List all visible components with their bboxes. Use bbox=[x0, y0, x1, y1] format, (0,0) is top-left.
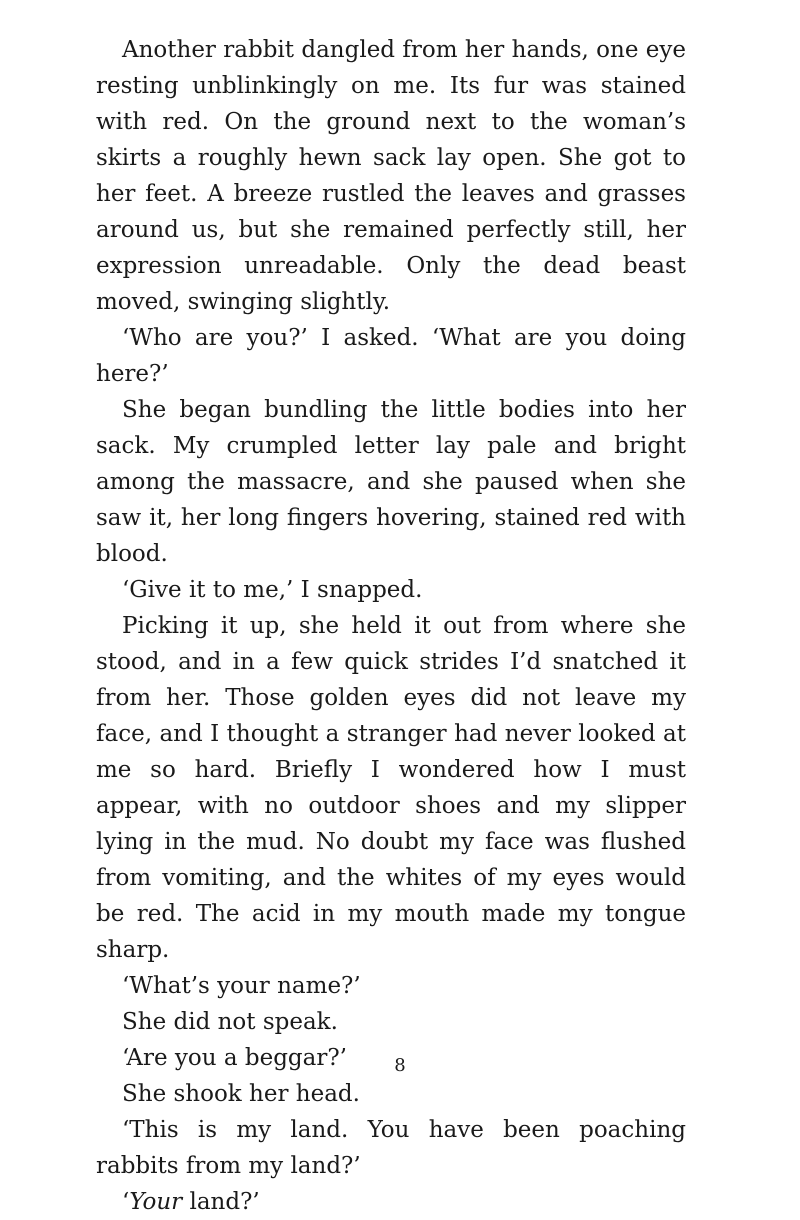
paragraph: Another rabbit dangled from her hands, one eye resting unblinkingly on me. Its fur was stained with red. On the ground next to the woman’s skirts a roughly hewn sack lay open. She got to her feet. A breeze rustled the leaves and grasses around us, but she remained perfectly still, her expression unreadable. Only the dead beast moved, swinging slightly. bbox=[96, 37, 686, 315]
paragraph-last bbox=[96, 1184, 686, 1220]
paragraph-tail: land?’ bbox=[182, 1189, 260, 1215]
paragraph: Picking it up, she held it out from where she stood, and in a few quick strides I’d snatched it from her. Those golden eyes did not leave my face, and I thought a stranger had never looked at me so hard. Briefly I wondered how I must appear, with no outdoor shoes and my slipper lying in the mud. No doubt my face was flushed from vomiting, and the whites of my eyes would be red. The acid in my mouth made my tongue sharp. bbox=[96, 613, 686, 963]
book-page-text bbox=[96, 32, 686, 1220]
paragraph: She shook her head. bbox=[122, 1081, 360, 1107]
paragraph: ‘This is my land. You have been poaching rabbits from my land?’ bbox=[96, 1117, 686, 1179]
paragraph: ‘Who are you?’ I asked. ‘What are you doing here?’ bbox=[96, 325, 686, 387]
italic-word: Your bbox=[129, 1189, 183, 1215]
paragraph: She did not speak. bbox=[122, 1009, 338, 1035]
paragraph: ‘Are you a beggar?’ bbox=[122, 1045, 347, 1071]
paragraph: ‘What’s your name?’ bbox=[122, 973, 361, 999]
paragraph: ‘Give it to me,’ I snapped. bbox=[122, 577, 423, 603]
page-number: 8 bbox=[394, 1055, 406, 1076]
open-quote: ‘ bbox=[122, 1189, 130, 1215]
paragraph: She began bundling the little bodies into her sack. My crumpled letter lay pale and bright among the massacre, and she paused when she saw it, her long fingers hovering, stained red with blood. bbox=[96, 397, 686, 567]
